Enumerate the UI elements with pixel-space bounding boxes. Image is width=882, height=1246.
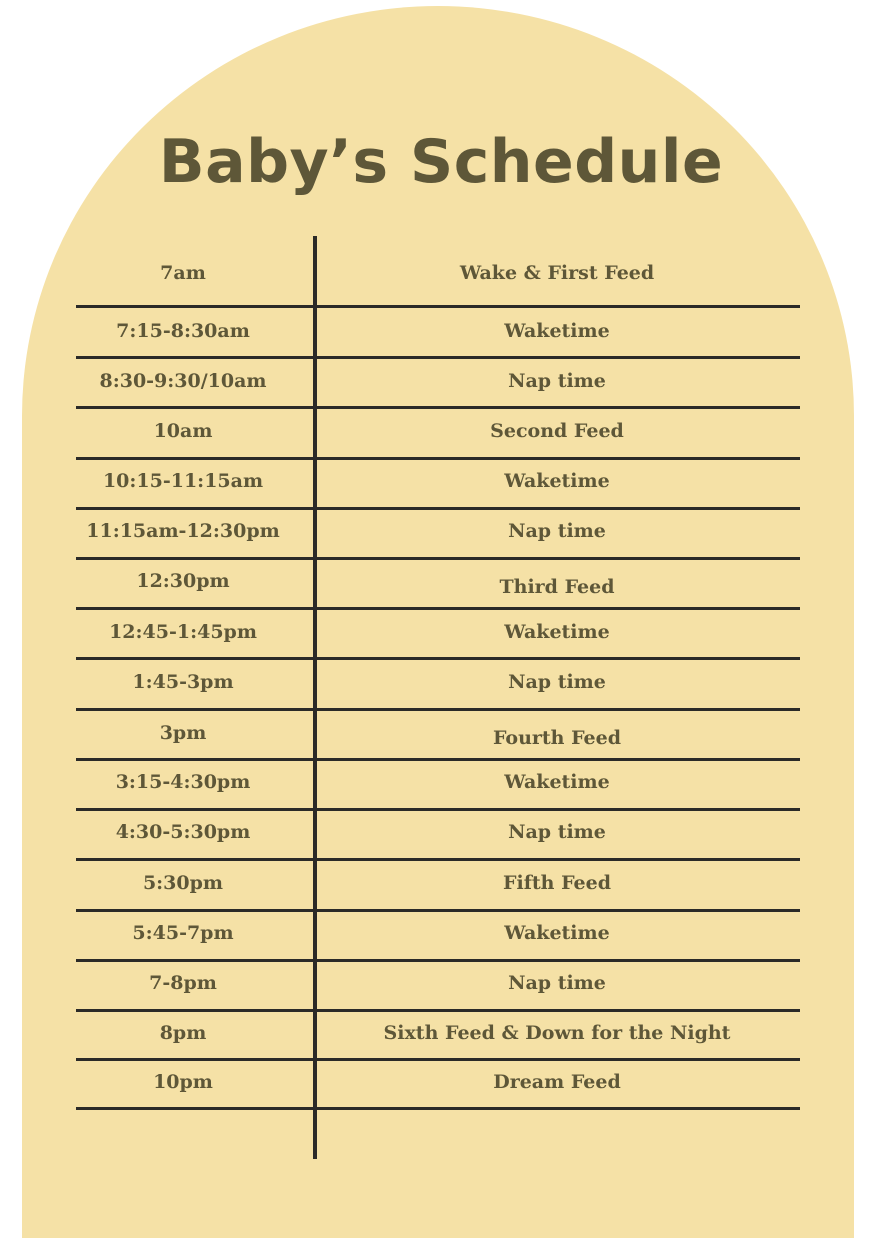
row-separator [76,305,800,308]
row-activity: Nap time [508,821,606,843]
row-time: 1:45-3pm [132,671,234,693]
row-separator [76,657,800,660]
row-separator [76,808,800,811]
row-time: 7am [160,262,206,284]
row-time: 5:45-7pm [132,922,234,944]
row-separator [76,557,800,560]
row-time: 7:15-8:30am [116,320,250,342]
row-time: 4:30-5:30pm [115,821,251,843]
row-activity: Fourth Feed [492,727,622,749]
row-activity: Waketime [504,771,610,793]
row-activity: Waketime [504,922,610,944]
row-separator [76,959,800,962]
row-separator [76,858,800,861]
row-time: 10pm [153,1071,213,1093]
row-activity: Nap time [508,520,606,542]
row-activity: Dream Feed [493,1071,621,1093]
row-activity: Waketime [504,470,610,492]
row-activity: Nap time [508,972,606,994]
row-activity: Nap time [508,671,606,693]
row-time: 10:15-11:15am [102,470,264,492]
row-activity: Waketime [504,320,610,342]
row-activity: Third Feed [499,576,615,598]
row-time: 3:15-4:30pm [115,771,251,793]
row-separator [76,1058,800,1061]
row-activity: Nap time [508,370,606,392]
row-activity: Sixth Feed & Down for the Night [383,1022,731,1044]
row-time: 10am [153,420,213,442]
row-separator [76,507,800,510]
row-activity: Wake & First Feed [459,262,655,284]
row-separator [76,457,800,460]
row-time: 12:30pm [136,570,230,592]
row-separator [76,1009,800,1012]
row-separator [76,406,800,409]
row-separator [76,758,800,761]
row-time: 11:15am-12:30pm [86,520,280,542]
row-separator [76,607,800,610]
row-time: 3pm [159,722,207,744]
row-separator [76,708,800,711]
row-separator [76,909,800,912]
row-activity: Second Feed [490,420,624,442]
row-separator [76,1107,800,1110]
row-time: 8:30-9:30/10am [99,370,267,392]
row-separator [76,356,800,359]
row-time: 8pm [159,1022,207,1044]
row-time: 5:30pm [142,872,224,894]
row-activity: Waketime [504,621,610,643]
row-activity: Fifth Feed [503,872,611,894]
row-time: 7-8pm [149,972,217,994]
row-time: 12:45-1:45pm [109,621,257,643]
page-title: Baby’s Schedule [158,127,724,197]
